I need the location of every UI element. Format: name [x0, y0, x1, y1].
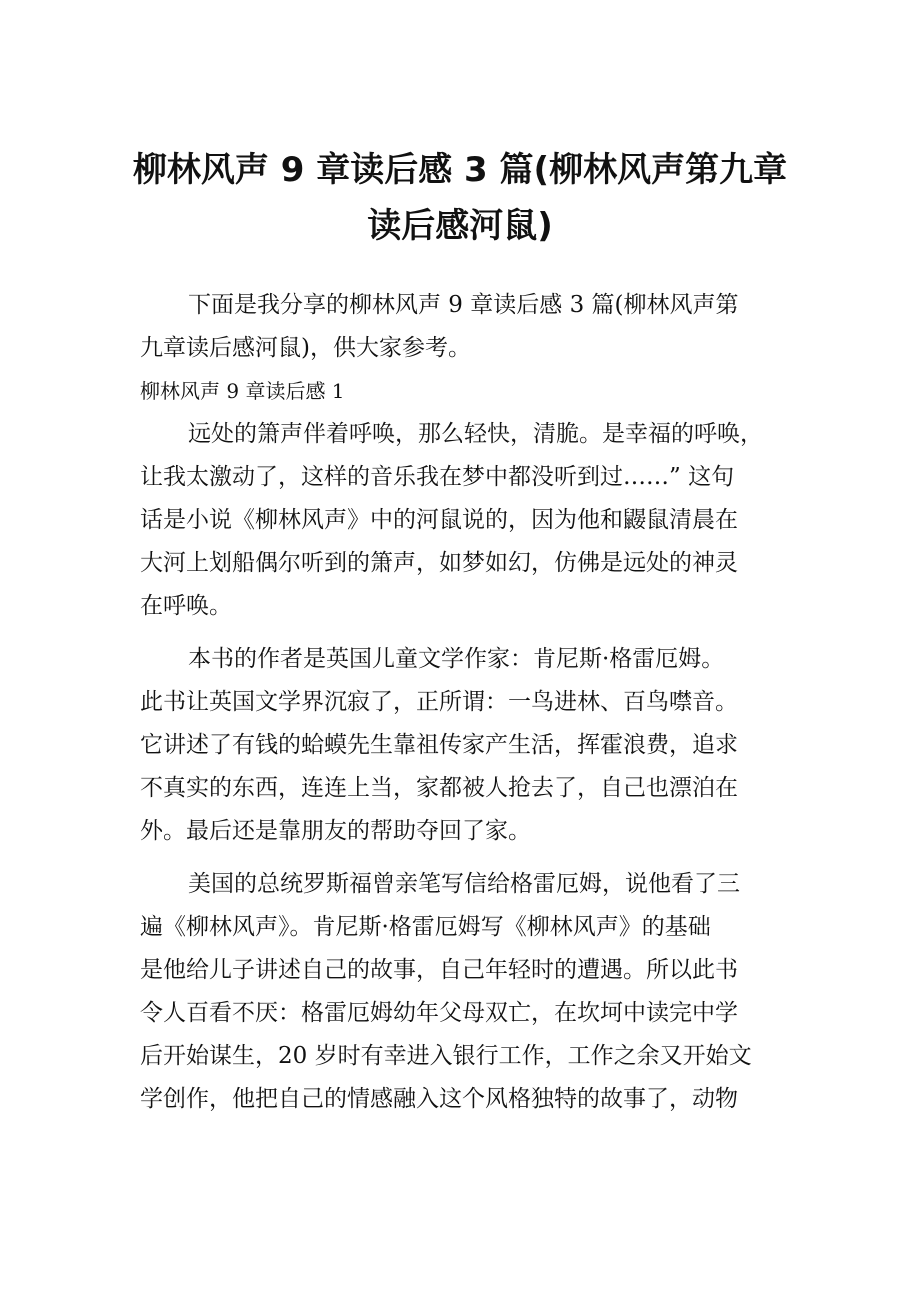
intro-line-2: 九章读后感河鼠)，供大家参考。	[140, 335, 471, 361]
body-paragraph-2	[140, 638, 790, 853]
title-line-2: 读后感河鼠)	[367, 206, 553, 246]
paragraph-1-line-5: 在呼唤。	[140, 593, 232, 619]
paragraph-3-line-4: 令人百看不厌：格雷厄姆幼年父母双亡，在坎坷中读完中学	[140, 1000, 738, 1026]
body-paragraph-1	[140, 413, 790, 628]
body-paragraph-3	[140, 863, 790, 1121]
paragraph-2-line-3: 它讲述了有钱的蛤蟆先生靠祖传家产生活，挥霍浪费，追求	[140, 732, 738, 758]
paragraph-3-line-6: 学创作，他把自己的情感融入这个风格独特的故事了，动物	[140, 1086, 738, 1112]
document-body	[140, 284, 790, 1121]
document-title	[110, 142, 810, 254]
intro-paragraph	[140, 284, 790, 370]
paragraph-2-line-2: 此书让英国文学界沉寂了，正所谓：一鸟进林、百鸟噤音。	[140, 689, 738, 715]
section-heading: 柳林风声 9 章读后感 1	[140, 379, 345, 403]
paragraph-3-line-2: 遍《柳林风声》。肯尼斯·格雷厄姆写《柳林风声》的基础	[140, 914, 711, 940]
paragraph-1-line-2: 让我太激动了，这样的音乐我在梦中都没听到过……” 这句	[140, 464, 735, 490]
paragraph-2-line-4: 不真实的东西，连连上当，家都被人抢去了，自己也漂泊在	[140, 775, 738, 801]
paragraph-2-line-5: 外。最后还是靠朋友的帮助夺回了家。	[140, 818, 531, 844]
paragraph-1-line-1: 远处的箫声伴着呼唤，那么轻快，清脆。是幸福的呼唤，	[188, 421, 763, 447]
paragraph-gap	[140, 853, 790, 863]
paragraph-gap	[140, 628, 790, 638]
paragraph-3-line-1: 美国的总统罗斯福曾亲笔写信给格雷厄姆，说他看了三	[188, 871, 740, 897]
intro-line-1: 下面是我分享的柳林风声 9 章读后感 3 篇(柳林风声第	[188, 292, 739, 318]
paragraph-3-line-3: 是他给儿子讲述自己的故事，自己年轻时的遭遇。所以此书	[140, 957, 738, 983]
paragraph-2-line-1: 本书的作者是英国儿童文学作家：肯尼斯·格雷厄姆。	[188, 646, 725, 672]
paragraph-1-line-4: 大河上划船偶尔听到的箫声，如梦如幻，仿佛是远处的神灵	[140, 550, 738, 576]
title-line-1: 柳林风声 9 章读后感 3 篇(柳林风声第九章	[132, 150, 788, 190]
paragraph-1-line-3: 话是小说《柳林风声》中的河鼠说的，因为他和鼹鼠清晨在	[140, 507, 738, 533]
paragraph-3-line-5: 后开始谋生，20 岁时有幸进入银行工作，工作之余又开始文	[140, 1043, 752, 1069]
